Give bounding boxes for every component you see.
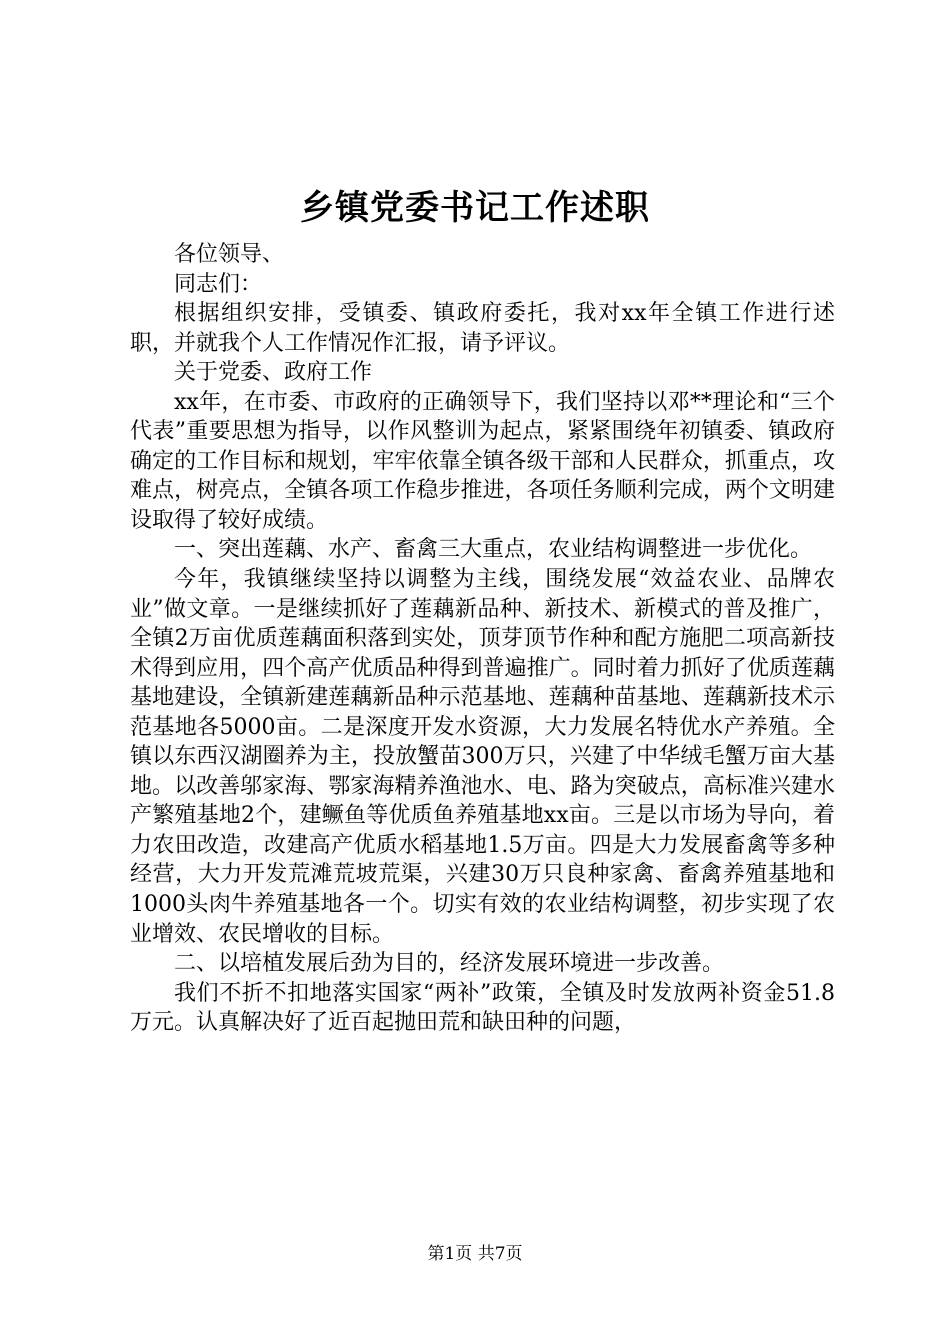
agriculture-paragraph: 今年，我镇继续坚持以调整为主线，围绕发展“效益农业、品牌农业”做文章。一是继续抓好了莲藕新品种、新技术、新模式的普及推广，全镇2万亩优质莲藕面积落到实处，顶芽顶节作种和配方施肥二项高新技术得到应用，四个高产优质品种得到普遍推广。同时着力抓好了优质莲藕基地建设，全镇新建莲藕新品种示范基地、莲藕种苗基地、莲藕新技术示范基地各5000亩。二是深度开发水资源，大力发展名特优水产养殖。全镇以东西汉湖圈养为主，投放蟹苗300万只，兴建了中华绒毛蟹万亩大基地。以改善邬家海、鄂家海精养渔池水、电、路为突破点，高标准兴建水产繁殖基地2个，建鳜鱼等优质鱼养殖基地xx亩。三是以市场为导向，着力农田改造，改建高产优质水稻基地1.5万亩。四是大力发展畜禽等多种经营，大力开发荒滩荒坡荒渠，兴建30万只良种家禽、畜禽养殖基地和1000头肉牛养殖基地各一个。切实有效的农业结构调整，初步实现了农业增效、农民增收的目标。: [130, 567, 835, 947]
section-heading-agriculture: 一、突出莲藕、水产、畜禽三大重点，农业结构调整进一步优化。: [174, 537, 813, 563]
salutation-leaders: 各位领导、: [174, 242, 285, 267]
overview-paragraph: xx年，在市委、市政府的正确领导下，我们坚持以邓**理论和“三个代表”重要思想为指导，以作风整训为起点，紧紧围绕年初镇委、镇政府确定的工作目标和规划，牢牢依靠全镇各级干部和人民群众，抓重点，攻难点，树亮点，全镇各项工作稳步推进，各项任务顺利完成，两个文明建设取得了较好成绩。: [130, 389, 835, 533]
section-heading-party-government: 关于党委、政府工作: [174, 360, 373, 386]
page-footer: 第1页 共7页: [427, 1244, 523, 1264]
section-heading-economy: 二、以培植发展后劲为目的，经济发展环境进一步改善。: [174, 951, 725, 977]
salutation-comrades: 同志们：: [174, 271, 263, 297]
document-body: [130, 240, 835, 1038]
document-title: 乡镇党委书记工作述职: [300, 188, 650, 228]
intro-paragraph: 根据组织安排，受镇委、镇政府委托，我对xx年全镇工作进行述职，并就我个人工作情况作汇报，请予评议。: [130, 301, 835, 356]
economy-paragraph: 我们不折不扣地落实国家“两补”政策，全镇及时发放两补资金51.8万元。认真解决好了近百起抛田荒和缺田种的问题，: [130, 980, 835, 1036]
